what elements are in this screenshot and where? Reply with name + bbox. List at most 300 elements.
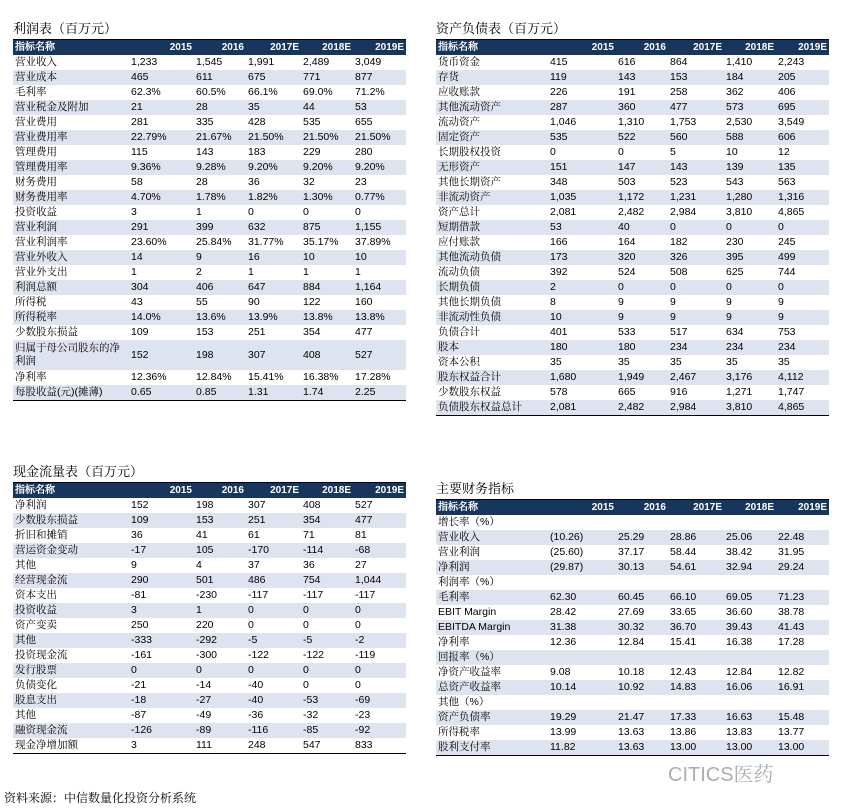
cell-value: 0 <box>248 206 254 218</box>
cell-value: (10.26) <box>548 530 616 545</box>
cell-value: 406 <box>778 86 796 98</box>
cell-value: 1,753 <box>670 116 697 128</box>
cell-value: 0 <box>355 679 361 691</box>
cell-value: 320 <box>616 250 668 265</box>
row-label: 应付账款 <box>438 236 480 248</box>
cell-value: 15.48 <box>776 710 829 725</box>
cell-value: 258 <box>670 86 688 98</box>
row-label: 负债合计 <box>438 326 480 338</box>
cell-value: 71.23 <box>776 590 829 605</box>
cell-value: 17.28 <box>778 636 805 648</box>
cell-value: 533 <box>618 326 636 338</box>
row-label: 财务费用率 <box>13 190 129 205</box>
cell-value: -230 <box>196 589 218 601</box>
cell-value: 9.28% <box>194 160 246 175</box>
column-header-year: 2018E <box>724 40 776 55</box>
cell-value: 1,747 <box>778 386 805 398</box>
cell-value: 12 <box>778 146 790 158</box>
row-label: 流动资产 <box>438 116 480 128</box>
cell-value: 754 <box>301 573 353 588</box>
row-label: 其他 <box>15 709 36 721</box>
cell-value: 139 <box>724 160 776 175</box>
cell-value: 36.60 <box>726 606 753 618</box>
row-label: 货币资金 <box>438 56 480 68</box>
cell-value: 230 <box>726 236 744 248</box>
cell-value: 31.38 <box>548 620 616 635</box>
column-header-metric: 指标名称 <box>13 40 129 55</box>
table-row <box>13 648 406 663</box>
table-row <box>436 310 829 325</box>
cell-value: 0 <box>668 220 724 235</box>
table-row <box>436 205 829 220</box>
table-row <box>13 738 406 754</box>
cell-value: 1.82% <box>246 190 301 205</box>
column-header-year: 2016 <box>616 500 668 515</box>
cell-value: 13.6% <box>194 310 246 325</box>
table-row <box>13 205 406 220</box>
cell-value: 290 <box>129 573 194 588</box>
cell-value <box>776 650 829 665</box>
cell-value: 12.43 <box>670 666 697 678</box>
table-row <box>13 633 406 648</box>
cell-value: 2,489 <box>303 56 330 68</box>
cell-value: 647 <box>246 280 301 295</box>
cell-value: 32 <box>303 176 315 188</box>
cell-value: 0 <box>355 206 361 218</box>
row-label: 经营现金流 <box>13 573 129 588</box>
cell-value: 0 <box>303 679 309 691</box>
cell-value: 62.3% <box>131 86 161 98</box>
cell-value: 362 <box>726 86 744 98</box>
cell-value: 109 <box>129 513 194 528</box>
table-row <box>436 235 829 250</box>
row-label: 毛利率 <box>436 590 548 605</box>
table-row <box>13 528 406 543</box>
row-label: 非流动性负债 <box>436 310 548 325</box>
row-label: 发行股票 <box>13 663 129 678</box>
cell-value: 406 <box>194 280 246 295</box>
cell-value: 28 <box>194 100 246 115</box>
balance-sheet-table <box>436 40 829 416</box>
cell-value: 53 <box>353 100 406 115</box>
cell-value: 0 <box>724 280 776 295</box>
cell-value: 0.65 <box>129 385 194 401</box>
cell-value: 12.36 <box>550 636 577 648</box>
cell-value: 1,164 <box>353 280 406 295</box>
row-label: 投资收益 <box>13 603 129 618</box>
column-header-year: 2019E <box>353 483 406 498</box>
cell-value: 13.83 <box>726 726 753 738</box>
row-label: 营业外收入 <box>13 250 129 265</box>
cell-value: 560 <box>668 130 724 145</box>
row-label: 资产总计 <box>438 206 480 218</box>
cell-value: 226 <box>550 86 568 98</box>
cell-value: 517 <box>670 326 688 338</box>
column-header-year: 2019E <box>776 40 829 55</box>
row-label: 长期股权投资 <box>438 146 501 158</box>
cell-value <box>776 575 829 590</box>
cell-value: 744 <box>778 266 796 278</box>
cell-value: -27 <box>194 693 246 708</box>
row-label: 负债股东权益总计 <box>436 400 548 416</box>
cell-value: -40 <box>246 693 301 708</box>
cell-value: 36 <box>303 559 315 571</box>
table-row <box>436 160 829 175</box>
row-label: 负债变化 <box>15 679 57 691</box>
cell-value <box>548 575 616 590</box>
cell-value <box>668 650 724 665</box>
table-row <box>436 55 829 70</box>
cell-value: 12.84 <box>618 636 645 648</box>
cell-value: 32.94 <box>724 560 776 575</box>
cell-value: -14 <box>196 679 212 691</box>
cell-value: 182 <box>670 236 688 248</box>
cell-value: 1,233 <box>131 56 158 68</box>
cell-value: 43 <box>131 296 143 308</box>
table-row <box>13 543 406 558</box>
column-header-metric: 指标名称 <box>13 483 129 498</box>
cell-value: 1 <box>131 266 137 278</box>
table-row <box>436 220 829 235</box>
cell-value: 1,949 <box>616 370 668 385</box>
row-label: 投资收益 <box>15 206 57 218</box>
cell-value: 13.86 <box>670 726 697 738</box>
cell-value: 10.14 <box>548 680 616 695</box>
cell-value: 606 <box>776 130 829 145</box>
cell-value: 3 <box>131 206 137 218</box>
cell-value: 220 <box>196 619 214 631</box>
cell-value: 55 <box>196 296 208 308</box>
cell-value: -333 <box>129 633 194 648</box>
cell-value: 10 <box>548 310 616 325</box>
cell-value: -85 <box>301 723 353 738</box>
cell-value: -40 <box>248 679 264 691</box>
row-label: 毛利率 <box>15 86 47 98</box>
row-label: 股东权益合计 <box>436 370 548 385</box>
cell-value: 287 <box>548 100 616 115</box>
table-row <box>436 710 829 725</box>
cell-value: 0 <box>618 146 624 158</box>
cell-value: 166 <box>550 236 568 248</box>
cell-value: 625 <box>726 266 744 278</box>
cell-value: -117 <box>303 589 324 601</box>
cell-value: 71.2% <box>355 86 385 98</box>
cell-value: 501 <box>194 573 246 588</box>
row-label: 回报率（%） <box>436 650 548 665</box>
table-row <box>13 265 406 280</box>
cell-value: 16.06 <box>724 680 776 695</box>
cell-value: 4,865 <box>778 206 805 218</box>
cell-value: 9 <box>131 559 137 571</box>
table-row <box>436 575 829 590</box>
table-row <box>13 85 406 100</box>
row-label: 资产负债率 <box>436 710 548 725</box>
cell-value: 13.9% <box>246 310 301 325</box>
cell-value: 66.1% <box>248 86 278 98</box>
cell-value: 9 <box>618 296 624 308</box>
cell-value: 35.17% <box>303 236 339 248</box>
cell-value: 675 <box>246 70 301 85</box>
cell-value: 1.78% <box>194 190 246 205</box>
cell-value: 771 <box>301 70 353 85</box>
cell-value: 2,081 <box>550 206 577 218</box>
cell-value: -122 <box>303 649 325 661</box>
row-label: 每股收益(元)(摊薄) <box>13 385 129 401</box>
cell-value: -36 <box>248 709 264 721</box>
table-row <box>436 385 829 400</box>
income-statement-table <box>13 40 406 401</box>
row-label: 股利支付率 <box>436 740 548 756</box>
table-row <box>13 618 406 633</box>
cell-value: 753 <box>778 326 796 338</box>
table-row <box>13 498 406 513</box>
cell-value: (25.60) <box>550 546 584 558</box>
cell-value: 1,172 <box>616 190 668 205</box>
cell-value: 0 <box>353 663 406 678</box>
cashflow-table <box>13 483 406 754</box>
cell-value: 245 <box>778 236 796 248</box>
watermark-logo: CITICS医药 <box>668 764 774 786</box>
cell-value: 21.50% <box>301 130 353 145</box>
table-row <box>436 265 829 280</box>
income-statement-title: 利润表（百万元） <box>13 22 406 40</box>
table-row <box>436 100 829 115</box>
table-row <box>13 708 406 723</box>
cell-value: 9 <box>194 250 246 265</box>
row-label: 少数股东损益 <box>15 326 78 338</box>
row-label: 归属于母公司股东的净利润 <box>13 340 129 370</box>
cell-value: 3,810 <box>724 400 776 416</box>
source-note: 资料来源：中信数量化投资分析系统 <box>4 791 197 805</box>
cell-value: 180 <box>616 340 668 355</box>
cell-value: 5 <box>670 146 676 158</box>
cell-value: 180 <box>548 340 616 355</box>
row-label: 短期借款 <box>436 220 548 235</box>
row-label: 营业费用率 <box>13 130 129 145</box>
cell-value: -17 <box>129 543 194 558</box>
row-label: EBIT Margin <box>438 606 497 618</box>
table-row <box>436 560 829 575</box>
cell-value: 348 <box>550 176 568 188</box>
table-row <box>436 340 829 355</box>
cell-value: 143 <box>196 146 214 158</box>
cell-value: 105 <box>194 543 246 558</box>
cell-value: 13.00 <box>776 740 829 756</box>
table-row <box>13 603 406 618</box>
table-row <box>13 160 406 175</box>
cell-value: 2,530 <box>726 116 753 128</box>
cell-value: 281 <box>131 116 149 128</box>
cell-value: 9 <box>726 296 732 308</box>
cell-value: 69.0% <box>303 86 333 98</box>
cell-value: 634 <box>726 326 744 338</box>
table-row <box>436 175 829 190</box>
cell-value: 3,049 <box>355 56 382 68</box>
row-label: 融资现金流 <box>13 723 129 738</box>
cell-value: 465 <box>129 70 194 85</box>
cell-value: 251 <box>246 513 301 528</box>
cell-value: 0 <box>355 619 361 631</box>
cell-value: 22.79% <box>129 130 194 145</box>
cell-value: 37.89% <box>355 236 391 248</box>
cell-value: 1,271 <box>726 386 753 398</box>
row-label: 其他（%） <box>438 696 490 708</box>
cell-value: 13.63 <box>616 740 668 756</box>
column-header-year: 2017E <box>246 40 301 55</box>
cell-value: 111 <box>194 738 246 754</box>
cell-value: 9.08 <box>550 666 571 678</box>
cell-value: 229 <box>303 146 321 158</box>
cell-value: 1 <box>194 603 246 618</box>
row-label: 固定资产 <box>436 130 548 145</box>
cell-value: -126 <box>129 723 194 738</box>
table-row <box>13 325 406 340</box>
cell-value: 1,991 <box>248 56 275 68</box>
cell-value: 9 <box>668 310 724 325</box>
cell-value: 115 <box>131 146 148 158</box>
cell-value: 563 <box>778 176 796 188</box>
cell-value: 12.82 <box>778 666 805 678</box>
cell-value: 2,467 <box>668 370 724 385</box>
cell-value: 523 <box>670 176 688 188</box>
cell-value: 38.78 <box>778 606 805 618</box>
table-row <box>13 310 406 325</box>
cell-value: 428 <box>248 116 266 128</box>
cell-value <box>776 515 829 530</box>
column-header-year: 2018E <box>724 500 776 515</box>
cell-value: 198 <box>194 340 246 370</box>
row-label: 营业税金及附加 <box>13 100 129 115</box>
table-row <box>13 678 406 693</box>
row-label: 非流动资产 <box>436 190 548 205</box>
table-row <box>13 145 406 160</box>
cell-value: 13.00 <box>724 740 776 756</box>
table-row <box>436 130 829 145</box>
table-row <box>13 340 406 370</box>
cell-value: 15.41% <box>248 371 284 383</box>
cell-value: -32 <box>303 709 319 721</box>
table-row <box>436 355 829 370</box>
cell-value: 66.10 <box>668 590 724 605</box>
cell-value: 1,410 <box>726 56 753 68</box>
cell-value: 864 <box>670 56 688 68</box>
row-label: 营业收入 <box>436 530 548 545</box>
table-row <box>13 588 406 603</box>
column-header-year: 2015 <box>548 500 616 515</box>
cell-value: 234 <box>724 340 776 355</box>
cell-value: 3 <box>129 603 194 618</box>
row-label: 流动负债 <box>438 266 480 278</box>
table-row <box>436 650 829 665</box>
cell-value: 40 <box>616 220 668 235</box>
cell-value: 35 <box>670 356 682 368</box>
cell-value: 0 <box>194 663 246 678</box>
cell-value: 251 <box>248 326 266 338</box>
table-row <box>436 515 829 530</box>
cell-value: 23 <box>355 176 367 188</box>
row-label: 营业成本 <box>13 70 129 85</box>
cell-value: 36 <box>131 529 143 541</box>
cell-value: 833 <box>353 738 406 754</box>
cell-value: 28 <box>196 176 208 188</box>
cell-value: 143 <box>668 160 724 175</box>
row-label: 股息支出 <box>13 693 129 708</box>
cell-value: 248 <box>246 738 301 754</box>
cell-value: 408 <box>301 340 353 370</box>
cell-value: -292 <box>194 633 246 648</box>
cell-value: 508 <box>670 266 688 278</box>
cell-value: -92 <box>353 723 406 738</box>
column-header-year: 2015 <box>129 483 194 498</box>
row-label: 现金净增加额 <box>13 738 129 754</box>
cell-value: -161 <box>131 649 153 661</box>
cell-value: 547 <box>301 738 353 754</box>
cell-value: 0 <box>301 603 353 618</box>
cell-value: 29.24 <box>776 560 829 575</box>
row-label: 财务费用 <box>15 176 57 188</box>
cell-value: 0 <box>724 220 776 235</box>
cell-value: 25.84% <box>196 236 232 248</box>
row-label: 长期负债 <box>436 280 548 295</box>
cell-value: 4,865 <box>776 400 829 416</box>
table-row <box>13 130 406 145</box>
cell-value: 401 <box>550 326 568 338</box>
cell-value: 14.83 <box>668 680 724 695</box>
cell-value: 632 <box>246 220 301 235</box>
cell-value: 477 <box>668 100 724 115</box>
cell-value: -119 <box>355 649 376 661</box>
cell-value <box>548 650 616 665</box>
cell-value: 153 <box>194 513 246 528</box>
cell-value: 143 <box>616 70 668 85</box>
cell-value: 22.48 <box>776 530 829 545</box>
cell-value: (29.87) <box>548 560 616 575</box>
cell-value: 152 <box>129 340 194 370</box>
cell-value: -81 <box>131 589 147 601</box>
cell-value: 1 <box>303 266 309 278</box>
cell-value: -89 <box>194 723 246 738</box>
cell-value: 198 <box>196 499 214 511</box>
cell-value: 0.77% <box>353 190 406 205</box>
cell-value: 578 <box>550 386 568 398</box>
cell-value: 9 <box>724 310 776 325</box>
cell-value <box>724 575 776 590</box>
cell-value: 1.30% <box>301 190 353 205</box>
row-label: 其他长期资产 <box>438 176 501 188</box>
row-label: 增长率（%） <box>438 516 500 528</box>
cell-value: 9 <box>616 310 668 325</box>
cell-value: 486 <box>246 573 301 588</box>
cell-value: 35 <box>246 100 301 115</box>
table-header-row <box>13 40 406 55</box>
cell-value: 9 <box>776 310 829 325</box>
cell-value <box>616 575 668 590</box>
row-label: 其他 <box>15 559 36 571</box>
cell-value: -69 <box>353 693 406 708</box>
cell-value: 16 <box>246 250 301 265</box>
cell-value: 14 <box>129 250 194 265</box>
cell-value: 71 <box>303 529 315 541</box>
cell-value: 10 <box>726 146 738 158</box>
cell-value: 81 <box>355 529 367 541</box>
table-row <box>13 558 406 573</box>
row-label: 投资现金流 <box>15 649 68 661</box>
table-row <box>13 693 406 708</box>
table-row <box>436 740 829 756</box>
row-label: 管理费用率 <box>13 160 129 175</box>
cell-value: 10.92 <box>616 680 668 695</box>
cell-value: 41.43 <box>776 620 829 635</box>
